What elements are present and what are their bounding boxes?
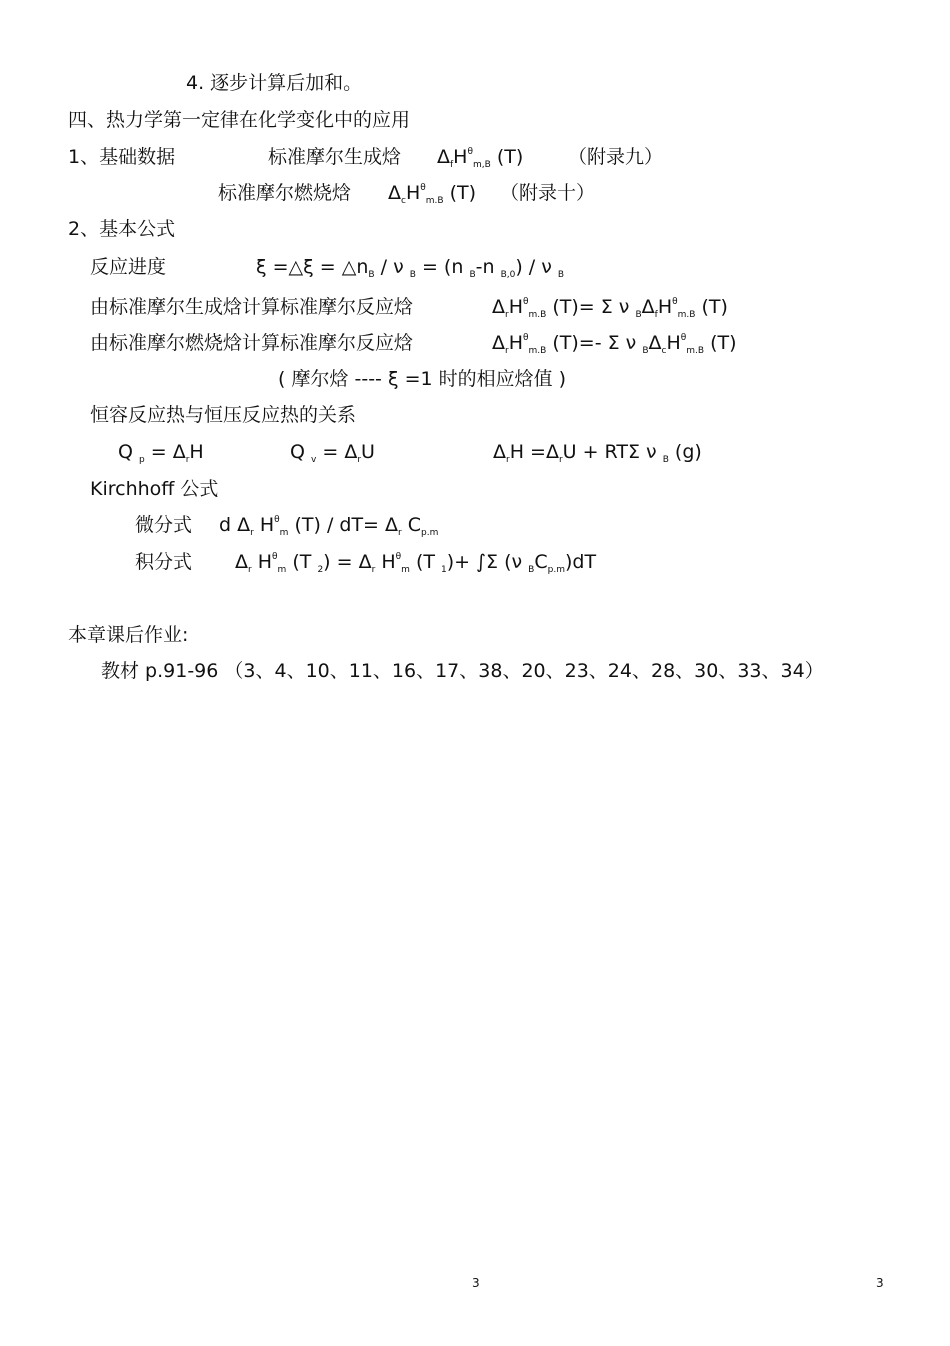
from-combustion-label: 由标准摩尔燃烧焓计算标准摩尔反应焓 xyxy=(90,332,414,354)
xi-note: ( 摩尔焓 ---- ξ =1 时的相应焓值 ) xyxy=(278,368,567,390)
kirchhoff-label: Kirchhoff 公式 xyxy=(90,478,219,500)
qv-formula: Q $_v = \Delta_rU$ xyxy=(290,441,375,465)
combustion-calc-formula: $\Delta_rH^\theta_{m.B}$ (T)=- Σ ν $_B\Delta_cH^\theta_{m.B}$ (T) xyxy=(492,332,737,356)
relation-label: 恒容反应热与恒压反应热的关系 xyxy=(90,404,357,426)
integral-label: 积分式 xyxy=(135,551,193,573)
step-4-line: 4. 逐步计算后加和。 xyxy=(186,72,363,94)
page-number-right: 3 xyxy=(876,1276,884,1290)
extent-label: 反应进度 xyxy=(90,256,167,278)
h-u-relation-formula: $\Delta_rH =\Delta_rU + RT\Sigma$ ν $_B$ (g) xyxy=(493,441,702,465)
homework-label: 本章课后作业: xyxy=(68,624,189,646)
std-formation-label: 标准摩尔生成焓 xyxy=(268,146,402,168)
combustion-symbol: $\Delta_cH^\theta_{m.B}$ (T) xyxy=(388,182,477,206)
formation-calc-formula: $\Delta_rH^\theta_{m.B}$ (T)= Σ ν $_B\Delta_fH^\theta_{m.B}$ (T) xyxy=(492,296,728,320)
from-formation-label: 由标准摩尔生成焓计算标准摩尔反应焓 xyxy=(90,296,414,318)
appendix-9: （附录九） xyxy=(568,146,664,168)
appendix-10: （附录十） xyxy=(500,182,596,204)
std-combustion-label: 标准摩尔燃烧焓 xyxy=(218,182,352,204)
formation-symbol: $\Delta_fH^\theta_{m,B}$ (T) xyxy=(437,146,524,170)
page-number-center: 3 xyxy=(472,1276,480,1290)
basic-data-label: 1、基础数据 xyxy=(68,146,176,168)
extent-formula: ξ =△ξ = $\triangle n_B$ / ν $_B$ = (n $_B$-n $_{B,0}$) / ν $_B$ xyxy=(256,256,565,280)
basic-formula-label: 2、基本公式 xyxy=(68,218,176,240)
differential-formula: d $\Delta_r$ $H^\theta_m$ $(T) / dT= \Delta_r$ $C_{p.m}$ xyxy=(219,514,439,538)
qp-formula: Q $_p = \Delta_rH$ xyxy=(118,441,204,465)
homework-text: 教材 p.91-96 （3、4、10、11、16、17、38、20、23、24、28、30、33、34） xyxy=(101,660,824,682)
integral-formula: $\Delta_r$ $H^\theta_m$ (T $_2) = \Delta_r$ $H^\theta_m$ (T $_1$)+ ∫Σ (ν $_BC_{p.m})dT$ xyxy=(235,551,597,575)
differential-label: 微分式 xyxy=(135,514,193,536)
section-heading: 四、热力学第一定律在化学变化中的应用 xyxy=(68,109,411,131)
